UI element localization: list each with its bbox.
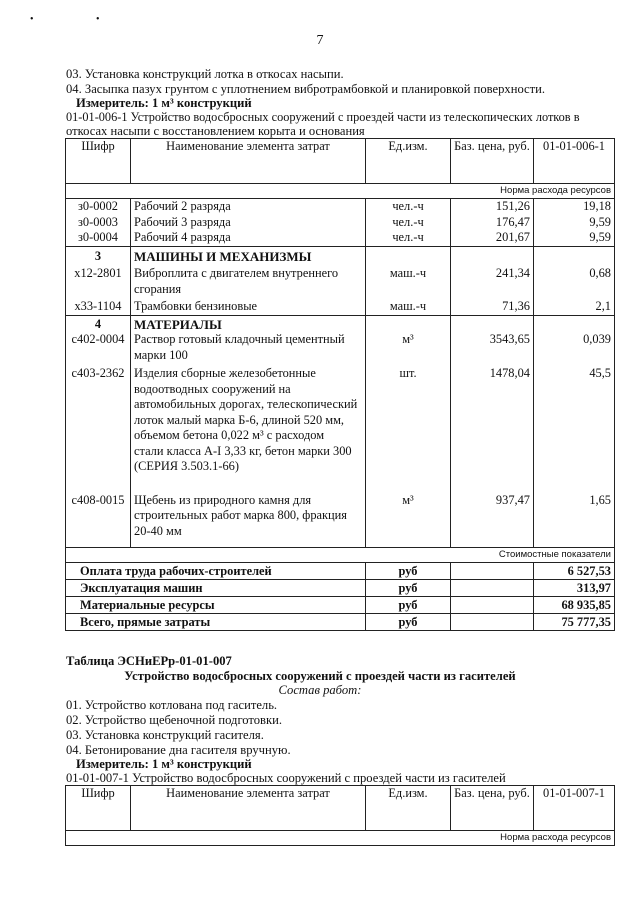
header-code: Шифр: [66, 786, 131, 831]
total-row: [66, 580, 615, 597]
norm-row: [66, 184, 615, 199]
total-value: 68 935,85: [534, 597, 615, 614]
table-row: [66, 332, 615, 363]
total-row: [66, 614, 615, 631]
works-title: Состав работ:: [278, 683, 362, 697]
measure-unit-2: Измеритель: 1 м³ конструкций: [76, 757, 252, 771]
item2-title: 01-01-007-1 Устройство водосбросных сооружений с проездей части из гасителей: [66, 771, 506, 785]
table-row: [66, 363, 615, 493]
row-name-line: строительных работ марка 800, фракция: [134, 508, 347, 522]
row-name-line: объемом бетона 0,022 м³ с расходом: [134, 428, 325, 442]
section-title: МАТЕРИАЛЫ: [131, 315, 366, 332]
row-unit: м³: [366, 332, 451, 363]
row-name: [131, 493, 366, 548]
work-step: 04. Бетонирование дна гасителя вручную.: [66, 743, 291, 757]
row-unit: маш.-ч: [366, 264, 451, 297]
row-code: з0-0003: [66, 215, 131, 231]
resource-table-2: [65, 785, 615, 846]
cost-label: Стоимостные показатели: [66, 548, 615, 563]
row-unit: м³: [366, 493, 451, 548]
header-price: Баз. цена, руб.: [451, 786, 534, 831]
header-unit: Ед.изм.: [366, 786, 451, 831]
table-row: [66, 297, 615, 315]
row-name-line: водоотводных сооружений на: [134, 381, 291, 396]
resource-table-1: [65, 138, 615, 631]
total-value: 313,97: [534, 580, 615, 597]
header-code: Шифр: [66, 139, 131, 184]
section-row: [66, 315, 615, 332]
row-unit: чел.-ч: [366, 199, 451, 215]
row-name-line: Изделия сборные железобетонные: [134, 366, 316, 380]
table-row: [66, 264, 615, 297]
row-value: 1,65: [534, 493, 615, 548]
row-value: 2,1: [534, 297, 615, 315]
norm-label: Норма расхода ресурсов: [66, 831, 615, 846]
header-unit: Ед.изм.: [366, 139, 451, 184]
row-unit: шт.: [366, 363, 451, 493]
total-unit: руб: [366, 580, 451, 597]
header-name: Наименование элемента затрат: [131, 139, 366, 184]
table-row: [66, 493, 615, 548]
row-value: 19,18: [534, 199, 615, 215]
row-code: з0-0004: [66, 230, 131, 246]
norm-label: Норма расхода ресурсов: [66, 184, 615, 199]
row-name: [131, 264, 366, 297]
total-unit: руб: [366, 597, 451, 614]
total-row: [66, 597, 615, 614]
work-step-04: 04. Засыпка пазух грунтом с уплотнением вибротрамбовкой и планировкой поверхности.: [66, 82, 546, 96]
row-value: 9,59: [534, 215, 615, 231]
table-header: [66, 139, 615, 184]
row-name: Рабочий 3 разряда: [131, 215, 366, 231]
row-name-line: Раствор готовый кладочный цементный: [134, 332, 345, 346]
total-unit: руб: [366, 614, 451, 631]
total-label: Эксплуатация машин: [66, 580, 366, 597]
table-row: [66, 199, 615, 215]
row-name-line: (СЕРИЯ 3.503.1-66): [134, 459, 239, 473]
row-code: с403-2362: [66, 363, 131, 493]
row-price: 937,47: [451, 493, 534, 548]
row-name: Трамбовки бензиновые: [131, 297, 366, 315]
row-value: 0,039: [534, 332, 615, 363]
header-code-col: 01-01-006-1: [534, 139, 615, 184]
table-header: [66, 786, 615, 831]
item-title-line-2: откосах насыпи с восстановлением корыта и основания: [66, 124, 365, 138]
row-unit: маш.-ч: [366, 297, 451, 315]
row-name: Рабочий 4 разряда: [131, 230, 366, 246]
row-value: 0,68: [534, 264, 615, 297]
row-name: [131, 363, 366, 493]
row-price: 176,47: [451, 215, 534, 231]
row-name-line: марки 100: [134, 347, 188, 362]
table-row: [66, 230, 615, 246]
norm-row: [66, 831, 615, 846]
row-name-line: стали класса А-I 3,33 кг, бетон марки 300: [134, 443, 352, 458]
total-row: [66, 563, 615, 580]
row-unit: чел.-ч: [366, 230, 451, 246]
work-step-03: 03. Установка конструкций лотка в откосах насыпи.: [66, 67, 344, 81]
row-code: с408-0015: [66, 493, 131, 548]
row-name-line: сгорания: [134, 281, 182, 296]
section-title: МАШИНЫ И МЕХАНИЗМЫ: [131, 246, 366, 264]
header-name: Наименование элемента затрат: [131, 786, 366, 831]
header-price: Баз. цена, руб.: [451, 139, 534, 184]
row-name-line: автомобильных дорогах, телескопический: [134, 397, 358, 411]
row-price: 241,34: [451, 264, 534, 297]
cost-row: [66, 548, 615, 563]
measure-unit: Измеритель: 1 м³ конструкций: [76, 96, 252, 110]
total-value: 75 777,35: [534, 614, 615, 631]
row-name-line: 20-40 мм: [134, 523, 182, 538]
row-price: 71,36: [451, 297, 534, 315]
row-name: Рабочий 2 разряда: [131, 199, 366, 215]
row-code: х12-2801: [66, 264, 131, 297]
row-price: 201,67: [451, 230, 534, 246]
table-row: [66, 215, 615, 231]
table2-title: Таблица ЭСНиЕРр-01-01-007: [66, 654, 232, 668]
row-price: 151,26: [451, 199, 534, 215]
total-label: Материальные ресурсы: [66, 597, 366, 614]
item-title-line-1: 01-01-006-1 Устройство водосбросных сооружений с проездей части из телескопических лотков в: [66, 110, 580, 124]
row-code: з0-0002: [66, 199, 131, 215]
page-number: 7: [316, 33, 324, 48]
table2-subtitle: Устройство водосбросных сооружений с проездей части из гасителей: [124, 669, 516, 683]
row-code: х33-1104: [66, 297, 131, 315]
header-code-col: 01-01-007-1: [534, 786, 615, 831]
total-label: Оплата труда рабочих-строителей: [66, 563, 366, 580]
section-number: 4: [66, 315, 131, 332]
row-name-line: лоток малый марка Б-6, длиной 520 мм,: [134, 412, 345, 427]
total-value: 6 527,53: [534, 563, 615, 580]
work-step: 02. Устройство щебеночной подготовки.: [66, 713, 283, 727]
row-price: 3543,65: [451, 332, 534, 363]
work-step: 01. Устройство котлована под гаситель.: [66, 698, 278, 712]
row-unit: чел.-ч: [366, 215, 451, 231]
section-number: 3: [66, 246, 131, 264]
row-name-line: Виброплита с двигателем внутреннего: [134, 266, 339, 280]
row-name-line: Щебень из природного камня для: [134, 492, 312, 507]
scan-dots: • •: [30, 14, 130, 25]
row-code: с402-0004: [66, 332, 131, 363]
total-unit: руб: [366, 563, 451, 580]
row-value: 45,5: [534, 363, 615, 493]
work-step: 03. Установка конструкций гасителя.: [66, 728, 264, 742]
row-value: 9,59: [534, 230, 615, 246]
row-name: [131, 332, 366, 363]
section-row: [66, 246, 615, 264]
total-label: Всего, прямые затраты: [66, 614, 366, 631]
row-price: 1478,04: [451, 363, 534, 493]
